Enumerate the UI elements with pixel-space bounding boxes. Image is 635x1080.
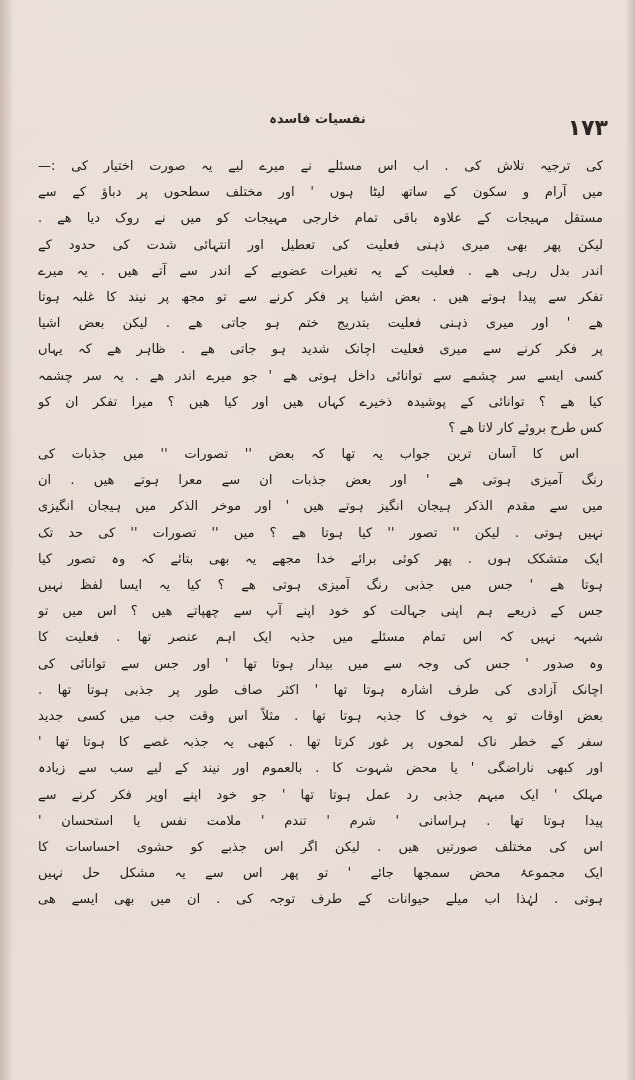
text-line: ایک مجموعۂ محض سمجھا جائے ' تو پھر اس سے یہ مشکل حل نہیں xyxy=(38,866,603,882)
text-line: میں سے مقدم الذکر ہیجان انگیز ہوتے ھیں ' اور موخر الذکر میں ہیجان انگیزی xyxy=(38,499,603,515)
running-title: نفسیات فاسدہ xyxy=(269,112,366,127)
text-line: ھے ' اور میری ذہنی فعلیت بتدریج ختم ہو جاتی ھے . لیکن بعض اشیا xyxy=(38,316,603,332)
text-line: سفر کے خطر ناک لمحوں پر غور کرتا تھا . کبھی یہ جذبہ غصے کا ہوتا تھا ' xyxy=(38,735,603,751)
text-line: کسی ایسے سر چشمے سے توانائی داخل ہوتی ھے ' جو میرے اندر ھے . یہ سر چشمہ xyxy=(38,368,603,384)
text-line: اچانک آزادی کی طرف اشارہ ہوتا تھا ' اکثر صاف طور پر جذبی ہوتا تھا . xyxy=(38,682,603,698)
text-line: نہیں ہوتی . لیکن '' تصور '' کیا ہوتا ھے ؟ میں '' تصورات '' کی حد تک xyxy=(38,525,603,541)
text-line: ہوتی . لہٰذا اب میلے حیوانات کے طرف توجہ کی . ان میں بھی ایسے ھی xyxy=(38,892,603,908)
text-line: اس کا آسان ترین جواب یہ تھا کہ بعض '' تصورات '' میں جذبات کی xyxy=(38,447,579,463)
text-line: ایک متشکک ہوں . پھر کوئی برائے خدا مجھے یہ بھی بتائے کہ وہ تصور کیا xyxy=(38,551,603,567)
text-line: ہوتا ھے ' جس میں جذبی رنگ آمیزی ہوتی ھے ؟ کیا یہ ایسا لفظ نہیں xyxy=(38,578,603,593)
page-left-edge xyxy=(0,0,14,1080)
text-line: جس کے ذریعے ہم اپنی جہالت کو خود اپنے آپ سے چھپاتے ھیں ؟ اس میں تو xyxy=(38,604,603,620)
page-right-edge xyxy=(625,0,635,1080)
text-line: پیدا ہوتا تھا . ہراسانی ' شرم ' تندم ' ملامت نفس یا استحسان ' xyxy=(38,813,603,829)
text-line: اور کبھی ناراضگی ' یا محض شہوت کا . بالعموم اور نیند کے لیے سب سے زیادہ xyxy=(38,761,603,777)
text-line: مہلک ' ایک مبہم جذبی رد عمل ہوتا تھا ' جو خود اپنے اوپر فکر کرنے سے xyxy=(38,787,603,803)
text-line: پر فکر کرنے سے میری فعلیت اچانک شدید ہو جاتی ھے . ظاہر ھے کہ یہاں xyxy=(38,342,603,358)
text-line: کیا ھے ؟ توانائی کے پوشیدہ ذخیرے کہاں ھیں اور کیا ھیں ؟ میرا تفکر ان کو xyxy=(38,394,603,410)
page-number: ۱۷۳ xyxy=(567,116,608,141)
text-line: کس طرح بروئے کار لاتا ھے ؟ xyxy=(448,420,603,436)
text-line: مستقل مہیجات کے علاوہ باقی تمام خارجی مہیجات کو میں نے روک دیا ھے . xyxy=(38,211,603,227)
text-line: رنگ آمیزی ہوتی ھے ' اور بعض جذبات ان سے معرا ہوتے ھیں . ان xyxy=(38,473,603,489)
text-line: شبہہ نہیں کہ اس تمام مسئلے میں جذبہ ایک اہم عنصر تھا . فعلیت کا xyxy=(38,630,603,646)
text-line: کی ترجیہ تلاش کی . اب اس مسئلے نے میرے لیے یہ صورت اختیار کی :— xyxy=(38,159,603,174)
text-line: میں آرام و سکون کے ساتھ لیٹا ہوں ' اور مختلف سطحوں پر دباؤ کے سے xyxy=(38,185,603,201)
text-line: اس کی مختلف صورتیں ھیں . لیکن اگر اس جذبے کو حشوی احساسات کا xyxy=(38,839,603,855)
body-text xyxy=(38,154,603,913)
text-line: بعض اوقات تو یہ خوف کا جذبہ ہوتا تھا . مثلاً اس وقت جب میں کسی جدید xyxy=(38,708,603,724)
text-line: وہ صدور ' جس کی وجہ سے میں بیدار ہوتا تھا ' اور جس سے توانائی کی xyxy=(38,656,603,672)
text-line: اندر بدل رہی ھے . فعلیت کے یہ تغیرات عضویے کے اندر سے آتے ھیں . یہ میرے xyxy=(38,263,603,279)
text-line: تفکر سے پیدا ہوتے ھیں . بعض اشیا پر فکر کرنے سے تو مجھ پر نیند کا غلبہ ہوتا xyxy=(38,289,603,305)
text-line: لیکن پھر بھی میری ذہنی فعلیت کی تعطیل اور انتہائی شدت کی حدود کے xyxy=(38,237,603,253)
